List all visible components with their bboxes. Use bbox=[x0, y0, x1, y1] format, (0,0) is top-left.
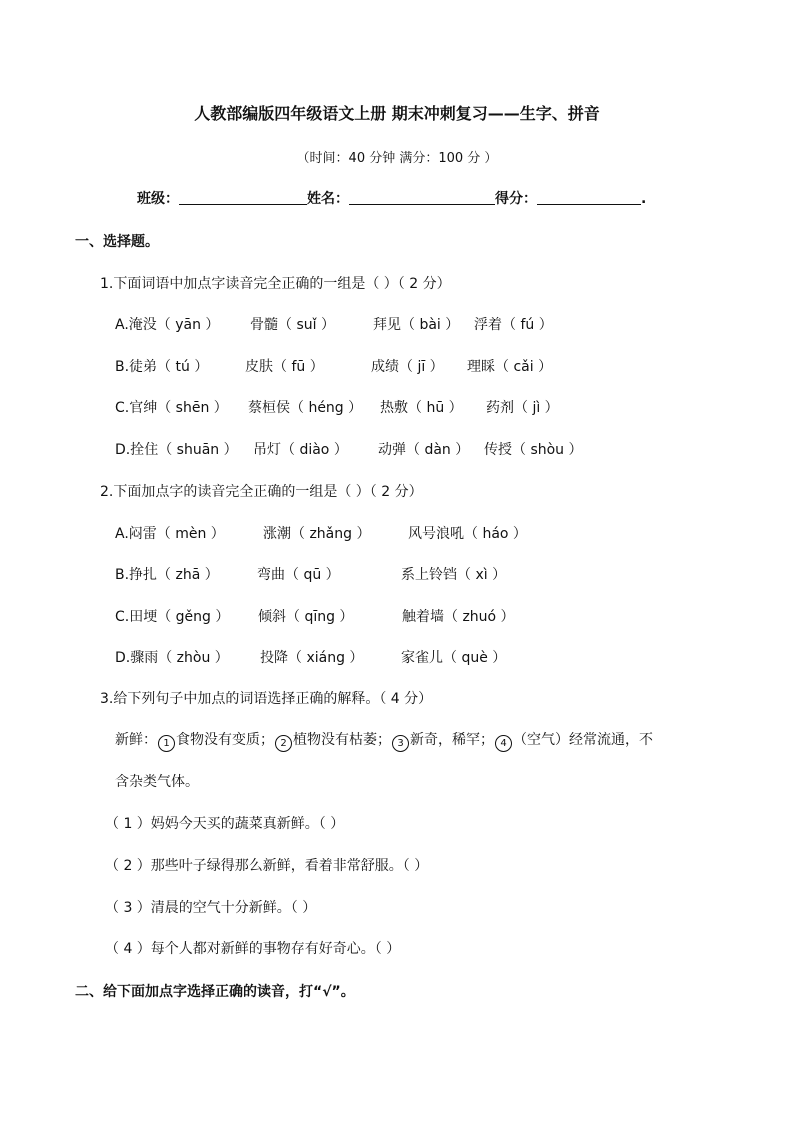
q2-c-word1: C.田埂（ gěng ） bbox=[115, 609, 230, 625]
q1-a-word2: 骨髓（ suǐ ） bbox=[250, 317, 335, 333]
q3-def-2: 植物没有枯萎； bbox=[293, 732, 391, 748]
q3-def-4: （空气）经常流通，不 bbox=[513, 732, 653, 748]
q1-option-c[interactable] bbox=[0, 398, 794, 418]
section-1-heading: 一、选择题。 bbox=[75, 234, 159, 250]
q3-item-1[interactable]: （ 1 ）妈妈今天买的蔬菜真新鲜。（ ） bbox=[105, 816, 345, 832]
circled-number-4: 4 bbox=[495, 735, 512, 752]
section-2-heading: 二、给下面加点字选择正确的读音，打“√”。 bbox=[75, 984, 355, 1000]
q3-item-2[interactable]: （ 2 ）那些叶子绿得那么新鲜，看着非常舒服。（ ） bbox=[105, 858, 429, 874]
q3-definition-line bbox=[115, 731, 653, 752]
q1-c-word4: 药剂（ jì ） bbox=[486, 400, 559, 416]
q2-b-word2: 弯曲（ qū ） bbox=[257, 567, 340, 583]
q3-def-3: 新奇，稀罕； bbox=[410, 732, 494, 748]
q2-a-word1: A.闷雷（ mèn ） bbox=[115, 526, 225, 542]
score-label: 得分： bbox=[495, 191, 537, 207]
q1-c-word3: 热敷（ hū ） bbox=[380, 400, 463, 416]
student-info-line bbox=[137, 190, 646, 208]
class-label: 班级： bbox=[137, 191, 179, 207]
q2-option-d[interactable] bbox=[0, 648, 794, 668]
q2-b-word3: 系上铃铛（ xì ） bbox=[401, 567, 507, 583]
q2-c-word2: 倾斜（ qīng ） bbox=[258, 609, 354, 625]
q1-option-b[interactable] bbox=[0, 357, 794, 377]
time-score-info: （时间：40 分钟 满分：100 分 ） bbox=[296, 151, 498, 166]
q1-option-a[interactable] bbox=[0, 315, 794, 335]
q1-c-word2: 蔡桓侯（ héng ） bbox=[248, 400, 363, 416]
question-2-stem: 2.下面加点字的读音完全正确的一组是（ ）（ 2 分） bbox=[100, 484, 423, 500]
q2-d-word2: 投降（ xiáng ） bbox=[260, 650, 364, 666]
q1-d-word1: D.拴住（ shuān ） bbox=[115, 442, 238, 458]
q3-def-word: 新鲜： bbox=[115, 732, 157, 748]
name-blank[interactable] bbox=[349, 190, 495, 205]
q3-item-3[interactable]: （ 3 ）清晨的空气十分新鲜。（ ） bbox=[105, 900, 317, 916]
q1-c-word1: C.官绅（ shēn ） bbox=[115, 400, 228, 416]
q2-b-word1: B.挣扎（ zhā ） bbox=[115, 567, 219, 583]
q1-d-word2: 吊灯（ diào ） bbox=[253, 442, 348, 458]
class-blank[interactable] bbox=[179, 190, 307, 205]
q2-option-b[interactable] bbox=[0, 565, 794, 585]
q1-option-d[interactable] bbox=[0, 440, 794, 460]
circled-number-2: 2 bbox=[275, 735, 292, 752]
name-label: 姓名： bbox=[307, 191, 349, 207]
q1-d-word4: 传授（ shòu ） bbox=[484, 442, 583, 458]
q1-a-word4: 浮着（ fú ） bbox=[474, 317, 553, 333]
question-1-stem: 1.下面词语中加点字读音完全正确的一组是（ ）（ 2 分） bbox=[100, 276, 451, 292]
q2-option-c[interactable] bbox=[0, 607, 794, 627]
q2-c-word3: 触着墙（ zhuó ） bbox=[402, 609, 515, 625]
q3-definition-continued: 含杂类气体。 bbox=[115, 774, 199, 790]
question-3-stem: 3.给下列句子中加点的词语选择正确的解释。（ 4 分） bbox=[100, 691, 433, 707]
q1-b-word2: 皮肤（ fū ） bbox=[245, 359, 324, 375]
page-title: 人教部编版四年级语文上册 期末冲刺复习——生字、拼音 bbox=[194, 104, 600, 123]
q2-a-word3: 风号浪吼（ háo ） bbox=[408, 526, 527, 542]
info-end: . bbox=[641, 191, 647, 207]
q3-item-4[interactable]: （ 4 ）每个人都对新鲜的事物存有好奇心。（ ） bbox=[105, 941, 401, 957]
circled-number-1: 1 bbox=[158, 735, 175, 752]
q1-a-word1: A.淹没（ yān ） bbox=[115, 317, 220, 333]
q2-a-word2: 涨潮（ zhǎng ） bbox=[263, 526, 371, 542]
q1-b-word4: 理睬（ cǎi ） bbox=[467, 359, 553, 375]
q2-d-word1: D.骤雨（ zhòu ） bbox=[115, 650, 229, 666]
q1-b-word1: B.徒弟（ tú ） bbox=[115, 359, 209, 375]
q3-def-1: 食物没有变质； bbox=[176, 732, 274, 748]
q2-option-a[interactable] bbox=[0, 524, 794, 544]
q1-a-word3: 拜见（ bài ） bbox=[373, 317, 460, 333]
q2-d-word3: 家雀儿（ què ） bbox=[401, 650, 507, 666]
q1-d-word3: 动弹（ dàn ） bbox=[378, 442, 470, 458]
score-blank[interactable] bbox=[537, 190, 641, 205]
q1-b-word3: 成绩（ jī ） bbox=[371, 359, 444, 375]
circled-number-3: 3 bbox=[392, 735, 409, 752]
